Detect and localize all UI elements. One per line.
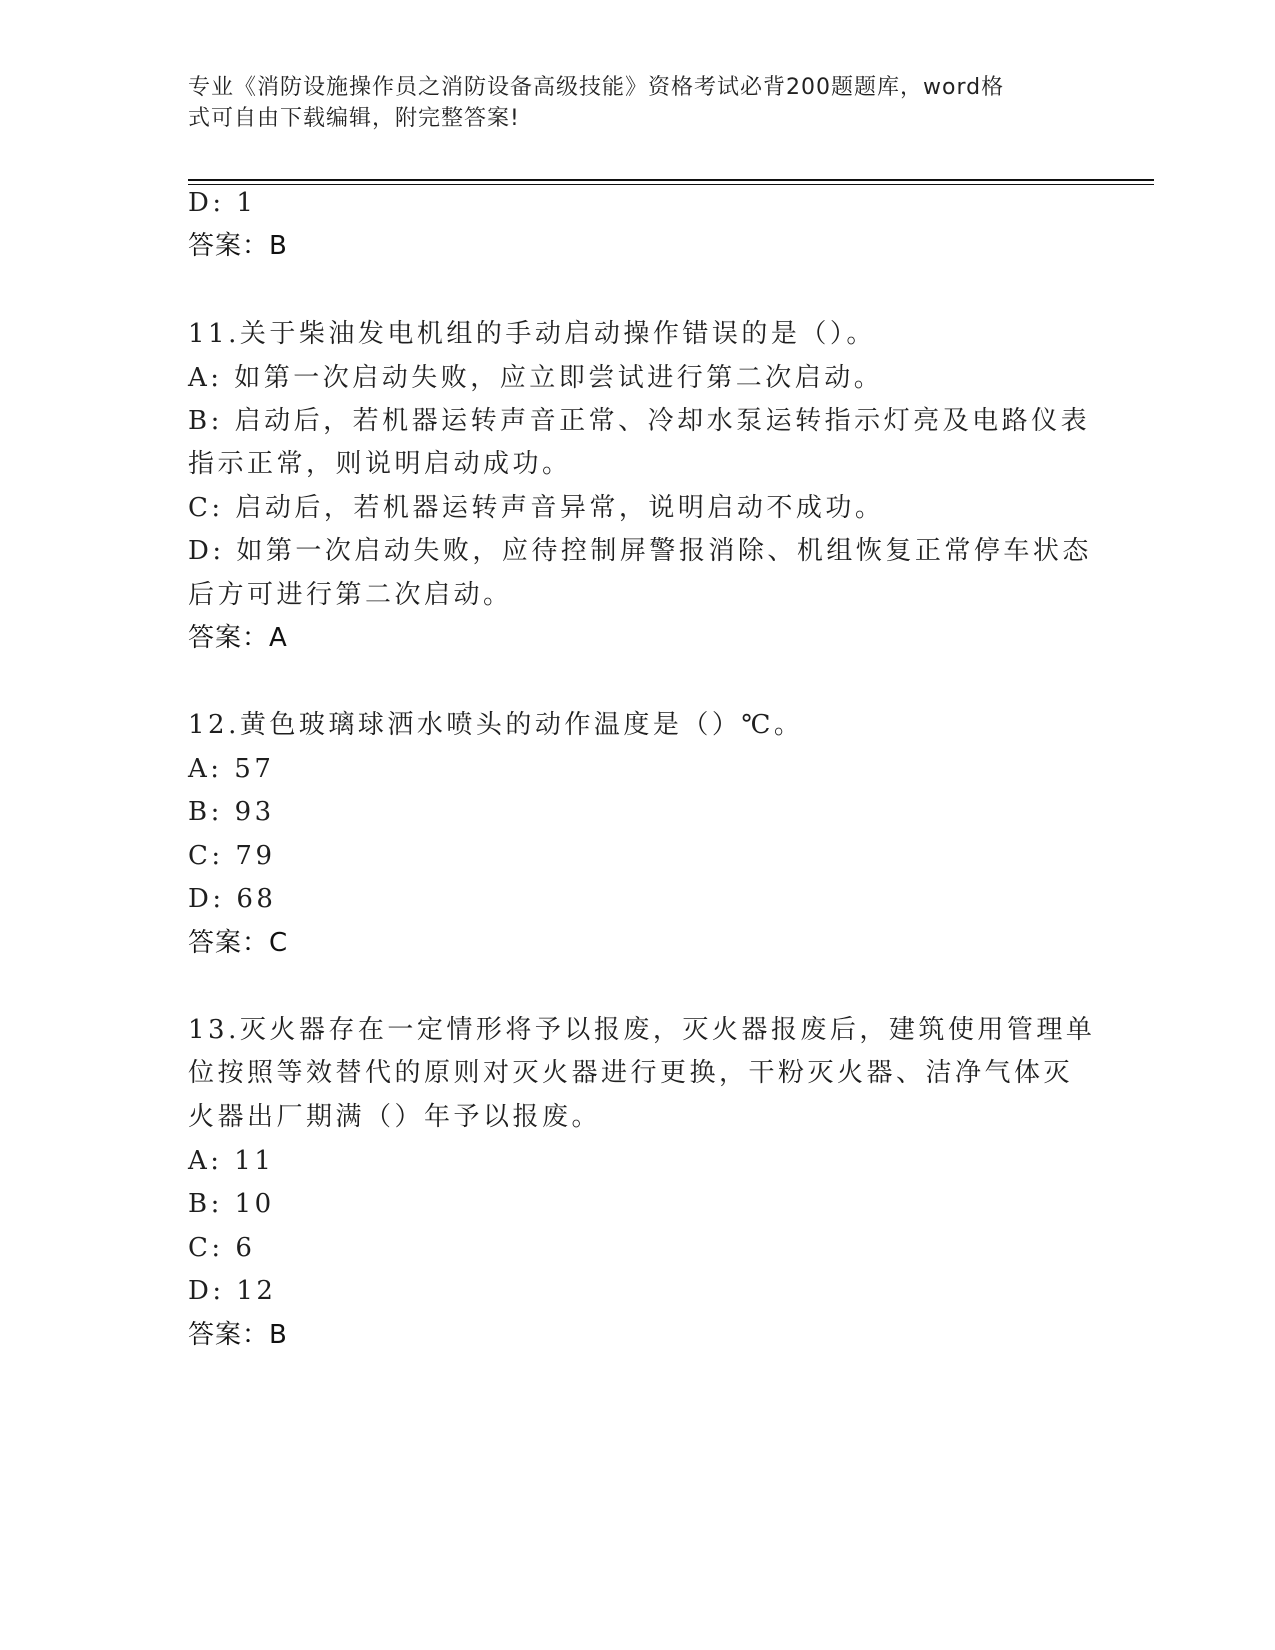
- q11-question: 11.关于柴油发电机组的手动启动操作错误的是（）。: [188, 319, 876, 349]
- q13-option-c: C: 6: [188, 1233, 256, 1263]
- prev-answer: 答案：B: [188, 231, 288, 261]
- header-divider-thick: [188, 179, 1154, 181]
- q12-question: 12.黄色玻璃球洒水喷头的动作温度是（）℃。: [188, 710, 804, 740]
- q13-option-a: A: 11: [188, 1146, 275, 1176]
- q12-option-a: A: 57: [188, 754, 275, 784]
- q13-option-b: B: 10: [188, 1189, 275, 1219]
- q12-answer: 答案：C: [188, 928, 289, 958]
- q13-question-line3: 火器出厂期满（）年予以报废。: [188, 1102, 602, 1132]
- q11-option-d-line1: D: 如第一次启动失败，应待控制屏警报消除、机组恢复正常停车状态: [188, 536, 1092, 566]
- header-divider-thin: [188, 184, 1154, 185]
- q11-option-b-line1: B: 启动后，若机器运转声音正常、冷却水泵运转指示灯亮及电路仪表: [188, 406, 1091, 436]
- header-line-1: 专业《消防设施操作员之消防设备高级技能》资格考试必背200题题库，word格: [188, 75, 1005, 100]
- document-header: [188, 72, 1068, 134]
- q11-answer: 答案：A: [188, 623, 288, 653]
- q13-option-d: D: 12: [188, 1276, 277, 1306]
- q12-option-c: C: 79: [188, 841, 276, 871]
- q11-option-a: A: 如第一次启动失败，应立即尝试进行第二次启动。: [188, 363, 884, 393]
- prev-option-d: D: 1: [188, 188, 257, 218]
- q12-option-d: D: 68: [188, 884, 277, 914]
- q13-question-line1: 13.灭火器存在一定情形将予以报废，灭火器报废后，建筑使用管理单: [188, 1015, 1096, 1045]
- q11-option-b-line2: 指示正常，则说明启动成功。: [188, 449, 572, 479]
- q11-option-c: C: 启动后，若机器运转声音异常，说明启动不成功。: [188, 493, 885, 523]
- q13-answer: 答案：B: [188, 1320, 288, 1350]
- q11-option-d-line2: 后方可进行第二次启动。: [188, 580, 513, 610]
- header-line-2: 式可自由下载编辑，附完整答案!: [188, 106, 520, 131]
- q12-option-b: B: 93: [188, 797, 275, 827]
- q13-question-line2: 位按照等效替代的原则对灭火器进行更换，干粉灭火器、洁净气体灭: [188, 1058, 1074, 1088]
